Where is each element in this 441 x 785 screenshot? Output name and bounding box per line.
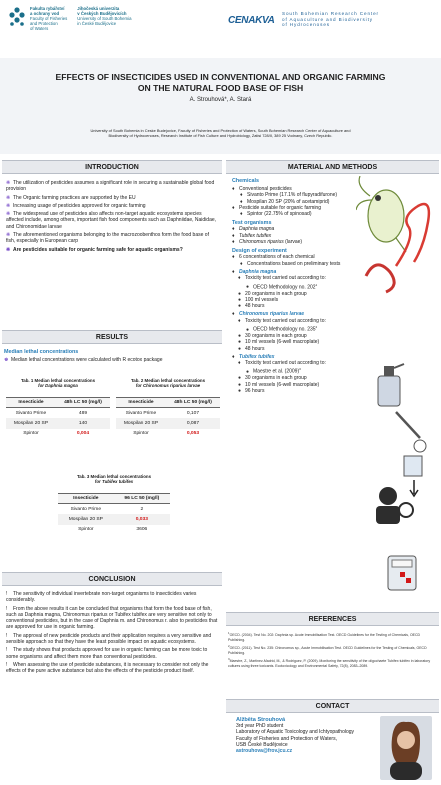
table-cell: Spintor [133,431,149,437]
table-3-grid [58,493,170,536]
table-3-caption: Tab. 3 Median lethal concentrations for Tubifex tubifex [76,474,152,485]
methods-illustrations [356,176,436,606]
conclusion-bullet: ! From the above results it can be concluded that organisms that form the food base of fish, such as Daphnia magna, Chironomus riparius or Tubifex tubifex are very sensitive not only to conventional pesticides, but in the case of Daphnia m. and Chironomus r. also to pesticides that are approved for use in organic farming. [6,605,218,631]
table-1-grid [6,397,110,440]
table-header: Insecticide [116,397,166,408]
methods-section [226,160,439,174]
calculator-icon [388,556,416,590]
cenakva-logo: CENAKVA [228,10,268,32]
table-cell: Sivanto Prime [15,410,47,416]
table-1-caption: Tab. 1 Median lethal concentrations for Daphnia magna [20,378,96,389]
methods-item: ♦ Conventional pesticides [232,186,292,192]
design-item: ♦ Toxicity test carried out according to: [238,317,326,324]
design-item: ● 30 organisms in each group [238,332,307,339]
intro-bullet: ❋ Increasing usage of pesticides approved for organic farming [6,202,146,209]
design-heading: Design of experiment [232,248,287,255]
table-cell: Sivanto Prime [125,410,157,416]
organism-item: ♦ Chironomus riparius (larvae) [232,239,303,246]
table-cell: Mospilan 20 SP [6,418,56,429]
jcu-name: Jihočeská univerzita v Českých Budějovicích University of South Bohemia in České Budějovice [77,6,132,26]
table-cell: 2 [140,506,144,512]
conclusion-bullet: ! The study shows that products approved for use in organic farming can be more toxic to some organisms and affect them more than conventional pesticides. [6,647,208,660]
contact-role: 3rd year PhD student [236,723,284,730]
table-header: 48h LC 50 (mg/l) [166,397,220,408]
organism-item: ♦ Tubifex tubifex [232,232,272,239]
table-cell: 0,107 [186,410,200,416]
spray-bottle-icon [378,364,404,406]
frov-logo-block [8,6,208,42]
table-cell: Mospilan 20 SP [116,418,166,429]
methods-item: ♦ Spintor (22.75% of spinosad) [240,211,312,218]
affiliation: University of South Bohemia in Ceske Budejovice, Faculty of Fisheries and Protection of Waters, South Bohemian Research Center of Aquaculture and Biodiversity of Hydrocenoses, Research Institute of Fish Culture and Hydrobiology, Zatisi 728/II, 389 25 Vodnany, Czech Republic. [90,128,351,138]
design-item: ♦ 6 concentrations of each chemical [232,254,315,261]
table-header: Insecticide [58,493,114,504]
conclusion-heading: CONCLUSION [2,572,222,586]
design-item: ● 48 hours [238,303,265,310]
intro-bullet: ❋ The widespread use of pesticides also affects non-target aquatic ecosystems species affected include, among others, important fish food components such as Daphniidae, Naididae, and Chironomidae larvae [6,211,217,230]
contact-heading: CONTACT [226,699,439,713]
design-item: ● OECD Methodology no. $235^2$ [246,325,318,333]
introduction-heading: INTRODUCTION [2,160,222,174]
references-heading: REFERENCES [226,612,439,626]
conclusion-bullet: ! The sensitivity of individual invertebrate non-target organisms to insecticides varies considerably. [6,591,197,604]
table-cell: 0,004 [76,431,90,437]
introduction-section [2,160,222,253]
methods-item: ♦ Pesticide suitable for organic farming [232,204,321,211]
design-chironomus: ♦ Chironomus riparius larvae [232,311,305,318]
table-cell: 140 [56,418,110,429]
design-item: ● 100 ml vessels [238,296,279,303]
table-cell: 0,087 [166,418,220,429]
design-item: ● 20 organisms in each group [238,290,307,297]
chemicals-heading: Chemicals [232,178,259,184]
results-heading: RESULTS [2,330,222,344]
cenakva-text: South Bohemian Research Center of Aquaculture and Biodiversity of Hydrocenoses [282,11,379,28]
contact-email[interactable]: astrouhova@frov.jcu.cz [236,748,293,755]
table-cell: 0,033 [114,514,170,525]
design-item: ● 10 ml vessels (6-well macroplate) [238,381,320,388]
daphnia-icon [356,176,406,252]
reference-item: $^2$OECD. (2011). Test No. 235: Chironomus sp., Acute Immobilisation Test. OECD Guidelines for the Testing of Chemicals, OECD Publishing. [228,643,427,655]
arrow-down-icon [410,480,418,496]
contact-faculty: Faculty of Fisheries and Protection of Waters, [236,735,337,742]
poster-title: EFFECTS OF INSECTICIDES USED IN CONVENTIONAL AND ORGANIC FARMING ON THE NATURAL FOOD BASE OF FISH [55,72,386,93]
chironomus-larva-icon [366,265,394,292]
design-item: ● 96 hours [238,387,265,394]
table-cell: 489 [78,410,88,416]
researcher-icon [376,487,413,524]
design-item: ♦ Toxicity test carried out according to: [238,360,326,367]
authors: A. Strouhová*, A. Stará [189,97,252,103]
design-item: ● Maestre et al. $(2009)^3$ [246,367,301,376]
table-2-caption: Tab. 2 Median lethal concentrations for Chironomus riparius larvae [130,378,206,389]
intro-bullet: ❋ The Organic farming practices are supported by the EU [6,194,136,201]
conclusion-bullet: ! When assessing the use of pesticide substances, it is necessary to consider not only the effects of the pure active substance but also the effects of the pesticide product itself. [6,661,209,675]
conclusion-bullet: ! The approval of new pesticide products and their application requires a very sensitive and sensible approach so that they have the least possible impact on aquatic ecosystems. [6,632,212,646]
references-section [226,612,439,668]
pipette-icon [396,412,426,452]
table-1 [6,378,110,439]
intro-bullet: ❋ The utilization of pesticides assumes a significant role in securing a sustainable global food provision [6,180,215,193]
contact-name: Alžběta Strouhová [236,717,286,723]
contact-section [226,699,439,713]
table-header: 96 LC 50 (mg/l) [114,493,170,504]
design-item: ♦ Concentrations based on preliminary tests [240,260,341,267]
contact-lab: Laboratory of Aquatic Toxicology and Ichtyopathology [236,729,355,736]
table-2-grid [116,397,220,440]
test-organisms-heading: Test organisms [232,220,272,227]
design-item: ● OECD Methodology no. $202^1$ [246,282,318,291]
table-cell: Sivanto Prime [70,506,102,512]
design-tubifex: ♦ Tubifex tubifex [232,353,275,360]
contact-univ: USB České Budějovice [236,741,288,748]
reference-item: $^1$OECD. (2004). Test No. 202: Daphnia sp. Acute Immobilisation Test. OECD Guidelines for the Testing of Chemicals, OECD Publishing. [228,631,421,642]
table-2 [116,378,220,439]
methods-item: ♦ Mospilan 20 SP (20% of acetamiprid) [240,198,330,205]
frov-name: Fakulta rybářství a ochrany vod Faculty of Fisheries and Protection of Waters [30,6,68,31]
results-note: ♚ Median lethal concentrations were calculated with R ecotox package [4,357,163,363]
table-3 [58,474,170,535]
results-subheading: Median lethal concentrations [4,349,79,355]
contact-photo [380,716,432,780]
conclusion-section [2,572,222,675]
methods-heading: MATERIAL AND METHODS [226,160,439,174]
intro-bullet: ❋ The aforementioned organisms belonging to the macrozoobenthos form the food base of fish, especially in European carp [6,232,209,245]
beaker-icon [404,456,422,476]
reference-item: $^3$Maestre, Z., Martinez-Madrid, M., & Rodriguez, P. (2009). Monitoring the sensitivity of the oligochaete Tubifex tubifex in laboratory cultures using three toxicants. Ecotoxicology and Environmental Safety, 72(8), 2083–2089. [228,656,431,668]
design-item: ♦ Toxicity test carried out according to: [238,275,326,282]
contact-details [236,717,376,754]
methods-item: ♦ Sivanto Prime (17.1% of flupyradifurone) [240,192,338,199]
results-section [2,330,222,533]
table-header: Insecticide [6,397,56,408]
design-daphnia: ♦ Daphnia magna [232,268,277,275]
table-header: 48h LC 50 (mg/l) [56,397,110,408]
frov-logo-icon [8,6,26,28]
table-cell: 3606 [136,527,148,533]
intro-question: ❋ Are pesticides suitable for organic farming safe for aquatic organisms? [6,246,183,253]
design-item: ● 10 ml vessels (6-well macroplate) [238,339,320,346]
design-item: ● 30 organisms in each group [238,375,307,382]
design-item: ● 48 hours [238,345,265,352]
table-cell: Mospilan 20 SP [58,514,114,525]
organism-item: ♦ Daphnia magna [232,226,275,233]
table-cell: Spintor [23,431,39,437]
table-cell: 0,053 [186,431,200,437]
table-cell: Spintor [78,527,94,533]
